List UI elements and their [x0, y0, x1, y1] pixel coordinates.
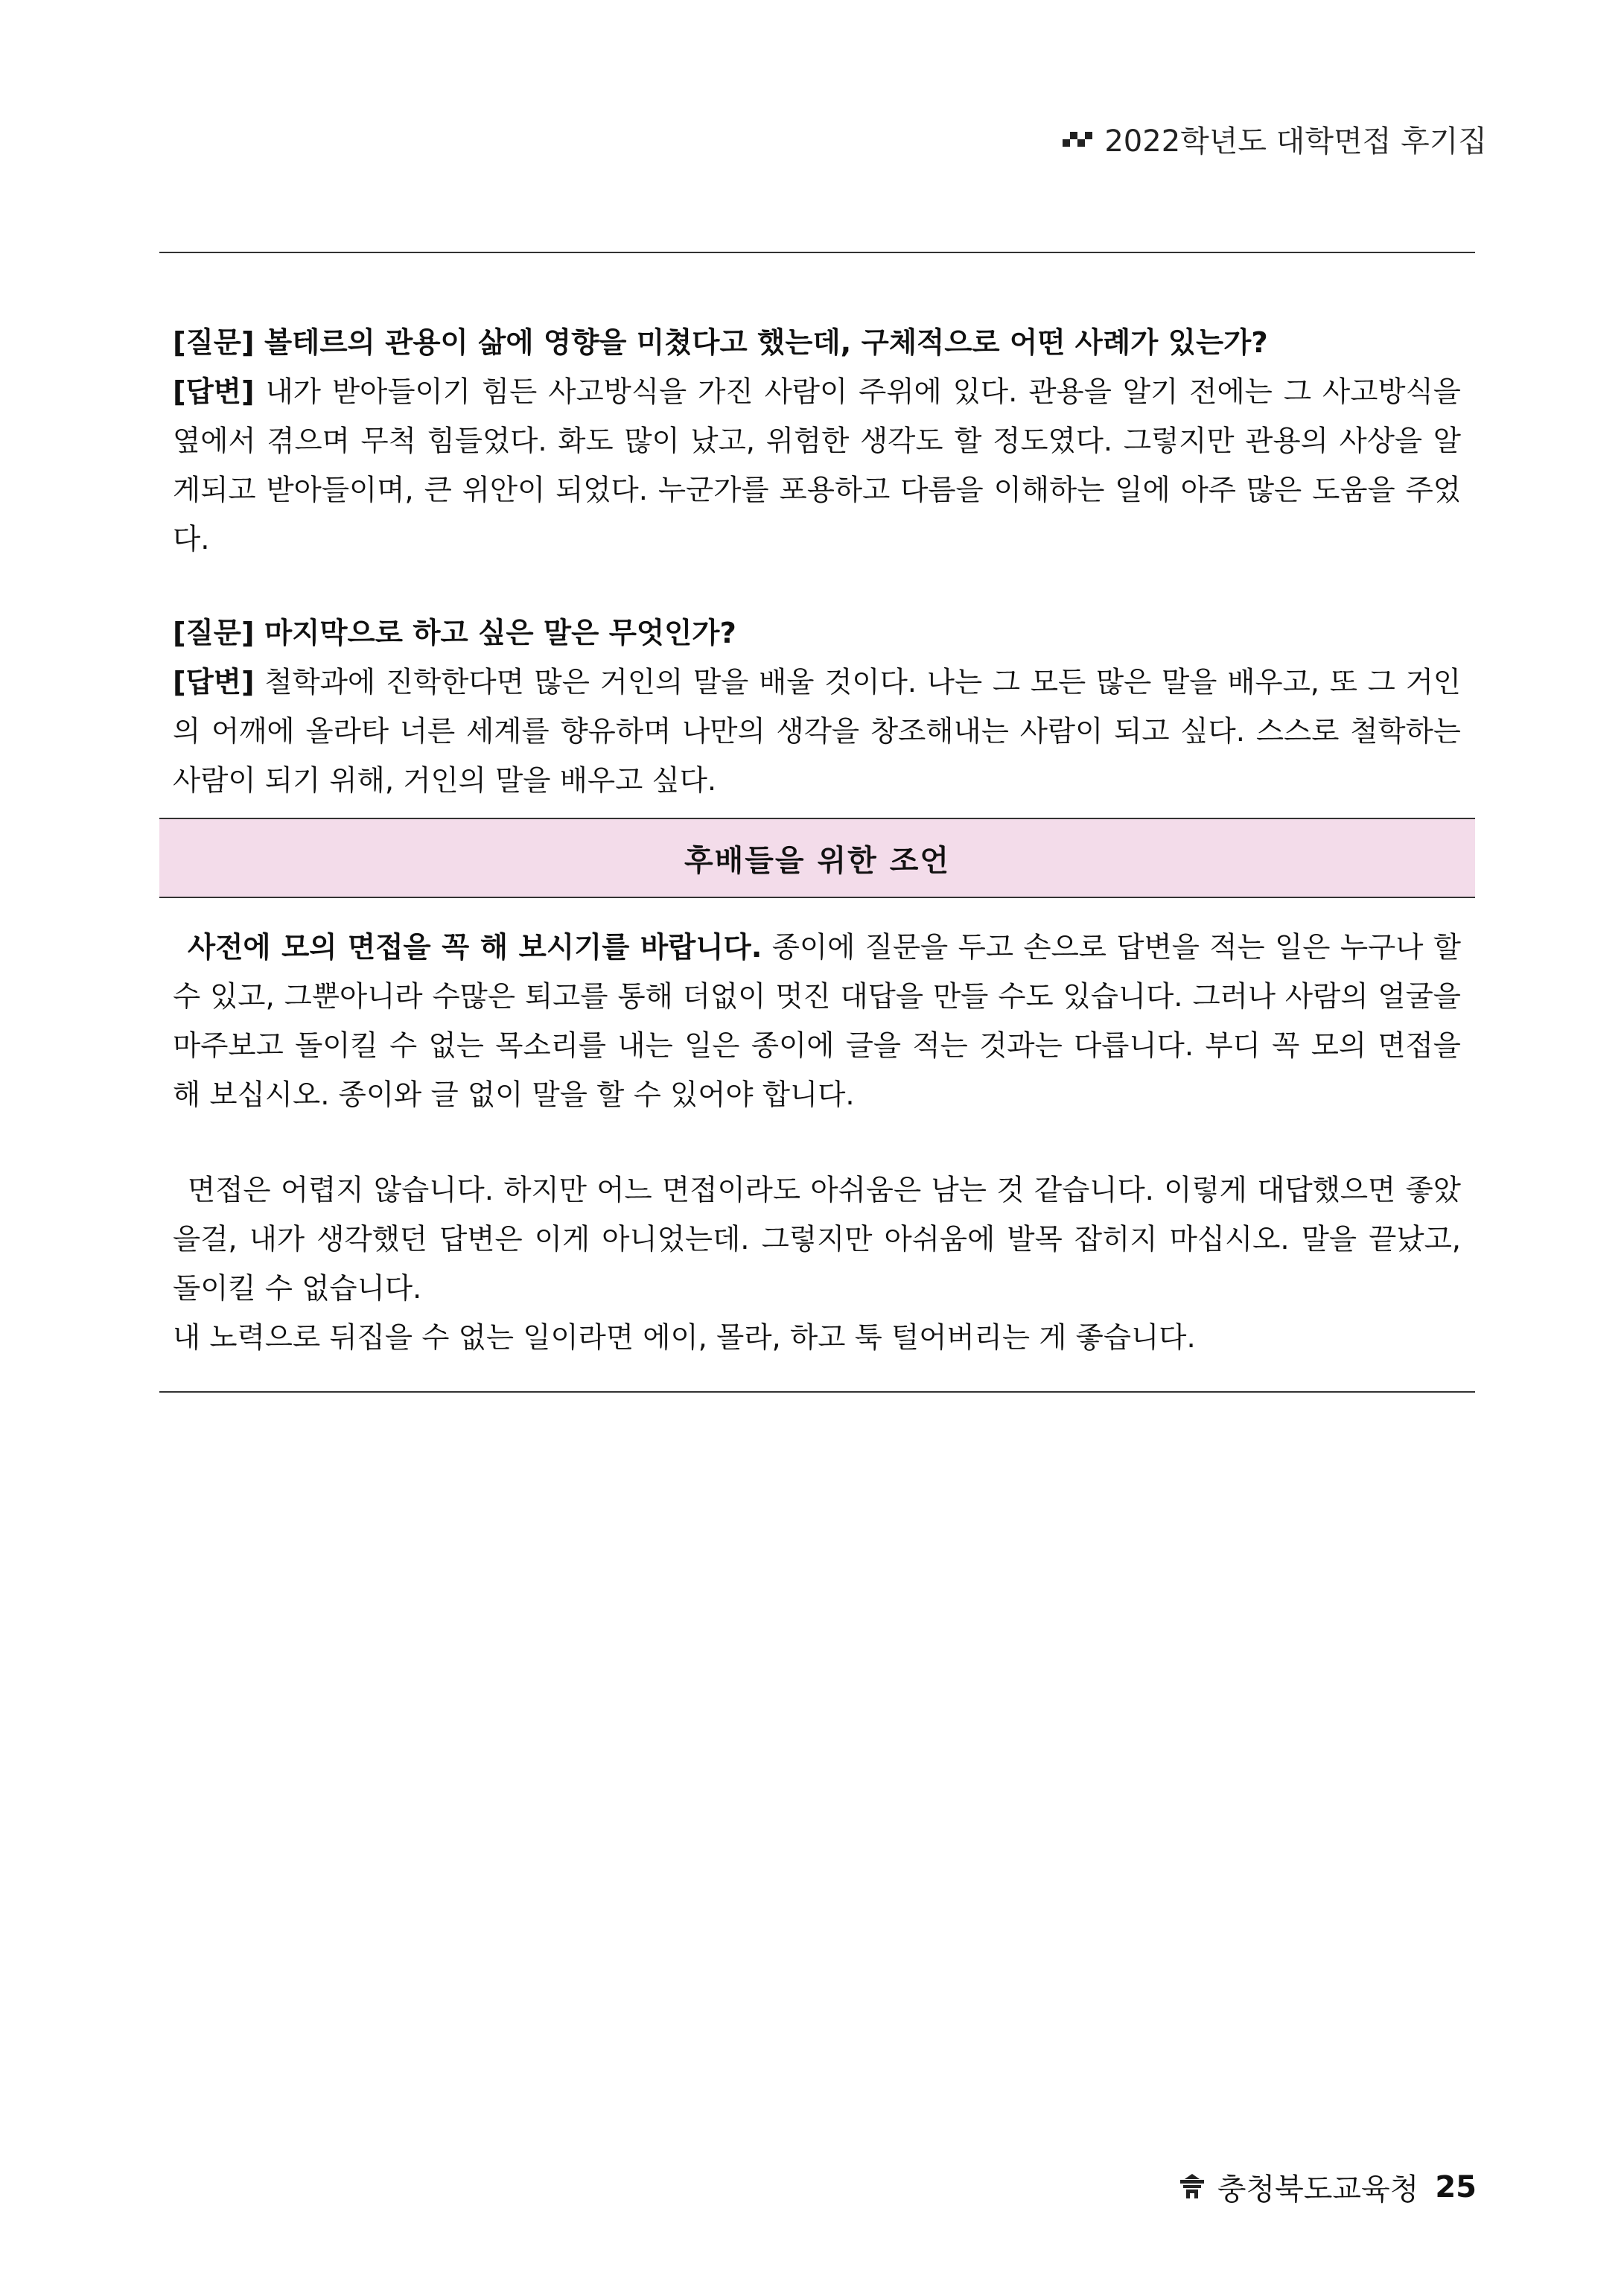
question-tag: [질문] — [173, 326, 255, 360]
question-text: 볼테르의 관용이 삶에 영향을 미쳤다고 했는데, 구체적으로 어떤 사례가 있는가? — [254, 326, 1268, 360]
advice-body: 종이에 질문을 두고 손으로 답변을 적는 일은 누구나 할 수 있고, 그뿐아니라 수많은 퇴고를 통해 더없이 멋진 대답을 만들 수도 있습니다. 그러나 사람의 얼굴을 마주보고 돌이킬 수 없는 목소리를 내는 일은 종이에 글을 적는 것과는 다릅니다. 부디 꼭 모의 면접을 해 보십시오. 종이와 글 없이 말을 할 수 있어야 합니다. — [173, 931, 1461, 1112]
section-title: 후배들을 위한 조언 — [684, 843, 950, 878]
answer-tag: [답변] — [173, 666, 255, 699]
education-office-emblem-icon — [1177, 2172, 1207, 2202]
answer-text: 철학과에 진학한다면 많은 거인의 말을 배울 것이다. 나는 그 모든 많은 말을 배우고, 또 그 거인의 어깨에 올라타 너른 세계를 향유하며 나만의 생각을 창조해내는 사람이 되고 싶다. 스스로 철학하는 사람이 되기 위해, 거인의 말을 배우고 싶다. — [173, 666, 1461, 798]
question-2 — [173, 609, 1461, 658]
top-divider — [159, 252, 1475, 253]
answer-tag: [답변] — [173, 375, 255, 409]
advice-paragraph-1 — [173, 923, 1461, 1120]
answer-text: 내가 받아들이기 힘든 사고방식을 가진 사람이 주위에 있다. 관용을 알기 전에는 그 사고방식을 옆에서 겪으며 무척 힘들었다. 화도 많이 났고, 위험한 생각도 할 정도였다. 그렇지만 관용의 사상을 알게되고 받아들이며, 큰 위안이 되었다. 누군가를 포용하고 다름을 이해하는 일에 아주 많은 도움을 주었다. — [173, 375, 1461, 556]
question-tag: [질문] — [173, 617, 255, 650]
qa-block-1 — [173, 319, 1461, 565]
advice-text-2: 면접은 어렵지 않습니다. 하지만 어느 면접이라도 아쉬움은 남는 것 같습니다. 이렇게 대답했으면 좋았을걸, 내가 생각했던 답변은 이게 아니었는데. 그렇지만 아쉬움에 발목 잡히지 마십시오. 말을 끝났고, 돌이킬 수 없습니다. — [173, 1174, 1461, 1306]
answer-2 — [173, 658, 1461, 806]
advice-paragraph-2 — [173, 1166, 1461, 1363]
page-header — [1063, 118, 1487, 160]
page-number: 25 — [1435, 2169, 1477, 2204]
advice-text-3: 내 노력으로 뒤집을 수 없는 일이라면 에이, 몰라, 하고 툭 털어버리는 게 좋습니다. — [173, 1321, 1196, 1355]
answer-1 — [173, 368, 1461, 565]
advice-text-1 — [173, 923, 1461, 1120]
bottom-divider — [159, 1391, 1475, 1393]
footer-org: 충청북도교육청 — [1217, 2172, 1419, 2207]
advice-section-header — [159, 818, 1475, 898]
qa-block-2 — [173, 609, 1461, 806]
header-title: 2022학년도 대학면접 후기집 — [1104, 124, 1487, 159]
page-footer — [1177, 2166, 1477, 2208]
advice-lead: 사전에 모의 면접을 꼭 해 보시기를 바랍니다. — [188, 931, 762, 964]
question-1 — [173, 319, 1461, 368]
header-squares-icon — [1063, 130, 1094, 148]
question-text: 마지막으로 하고 싶은 말은 무엇인가? — [254, 617, 736, 650]
